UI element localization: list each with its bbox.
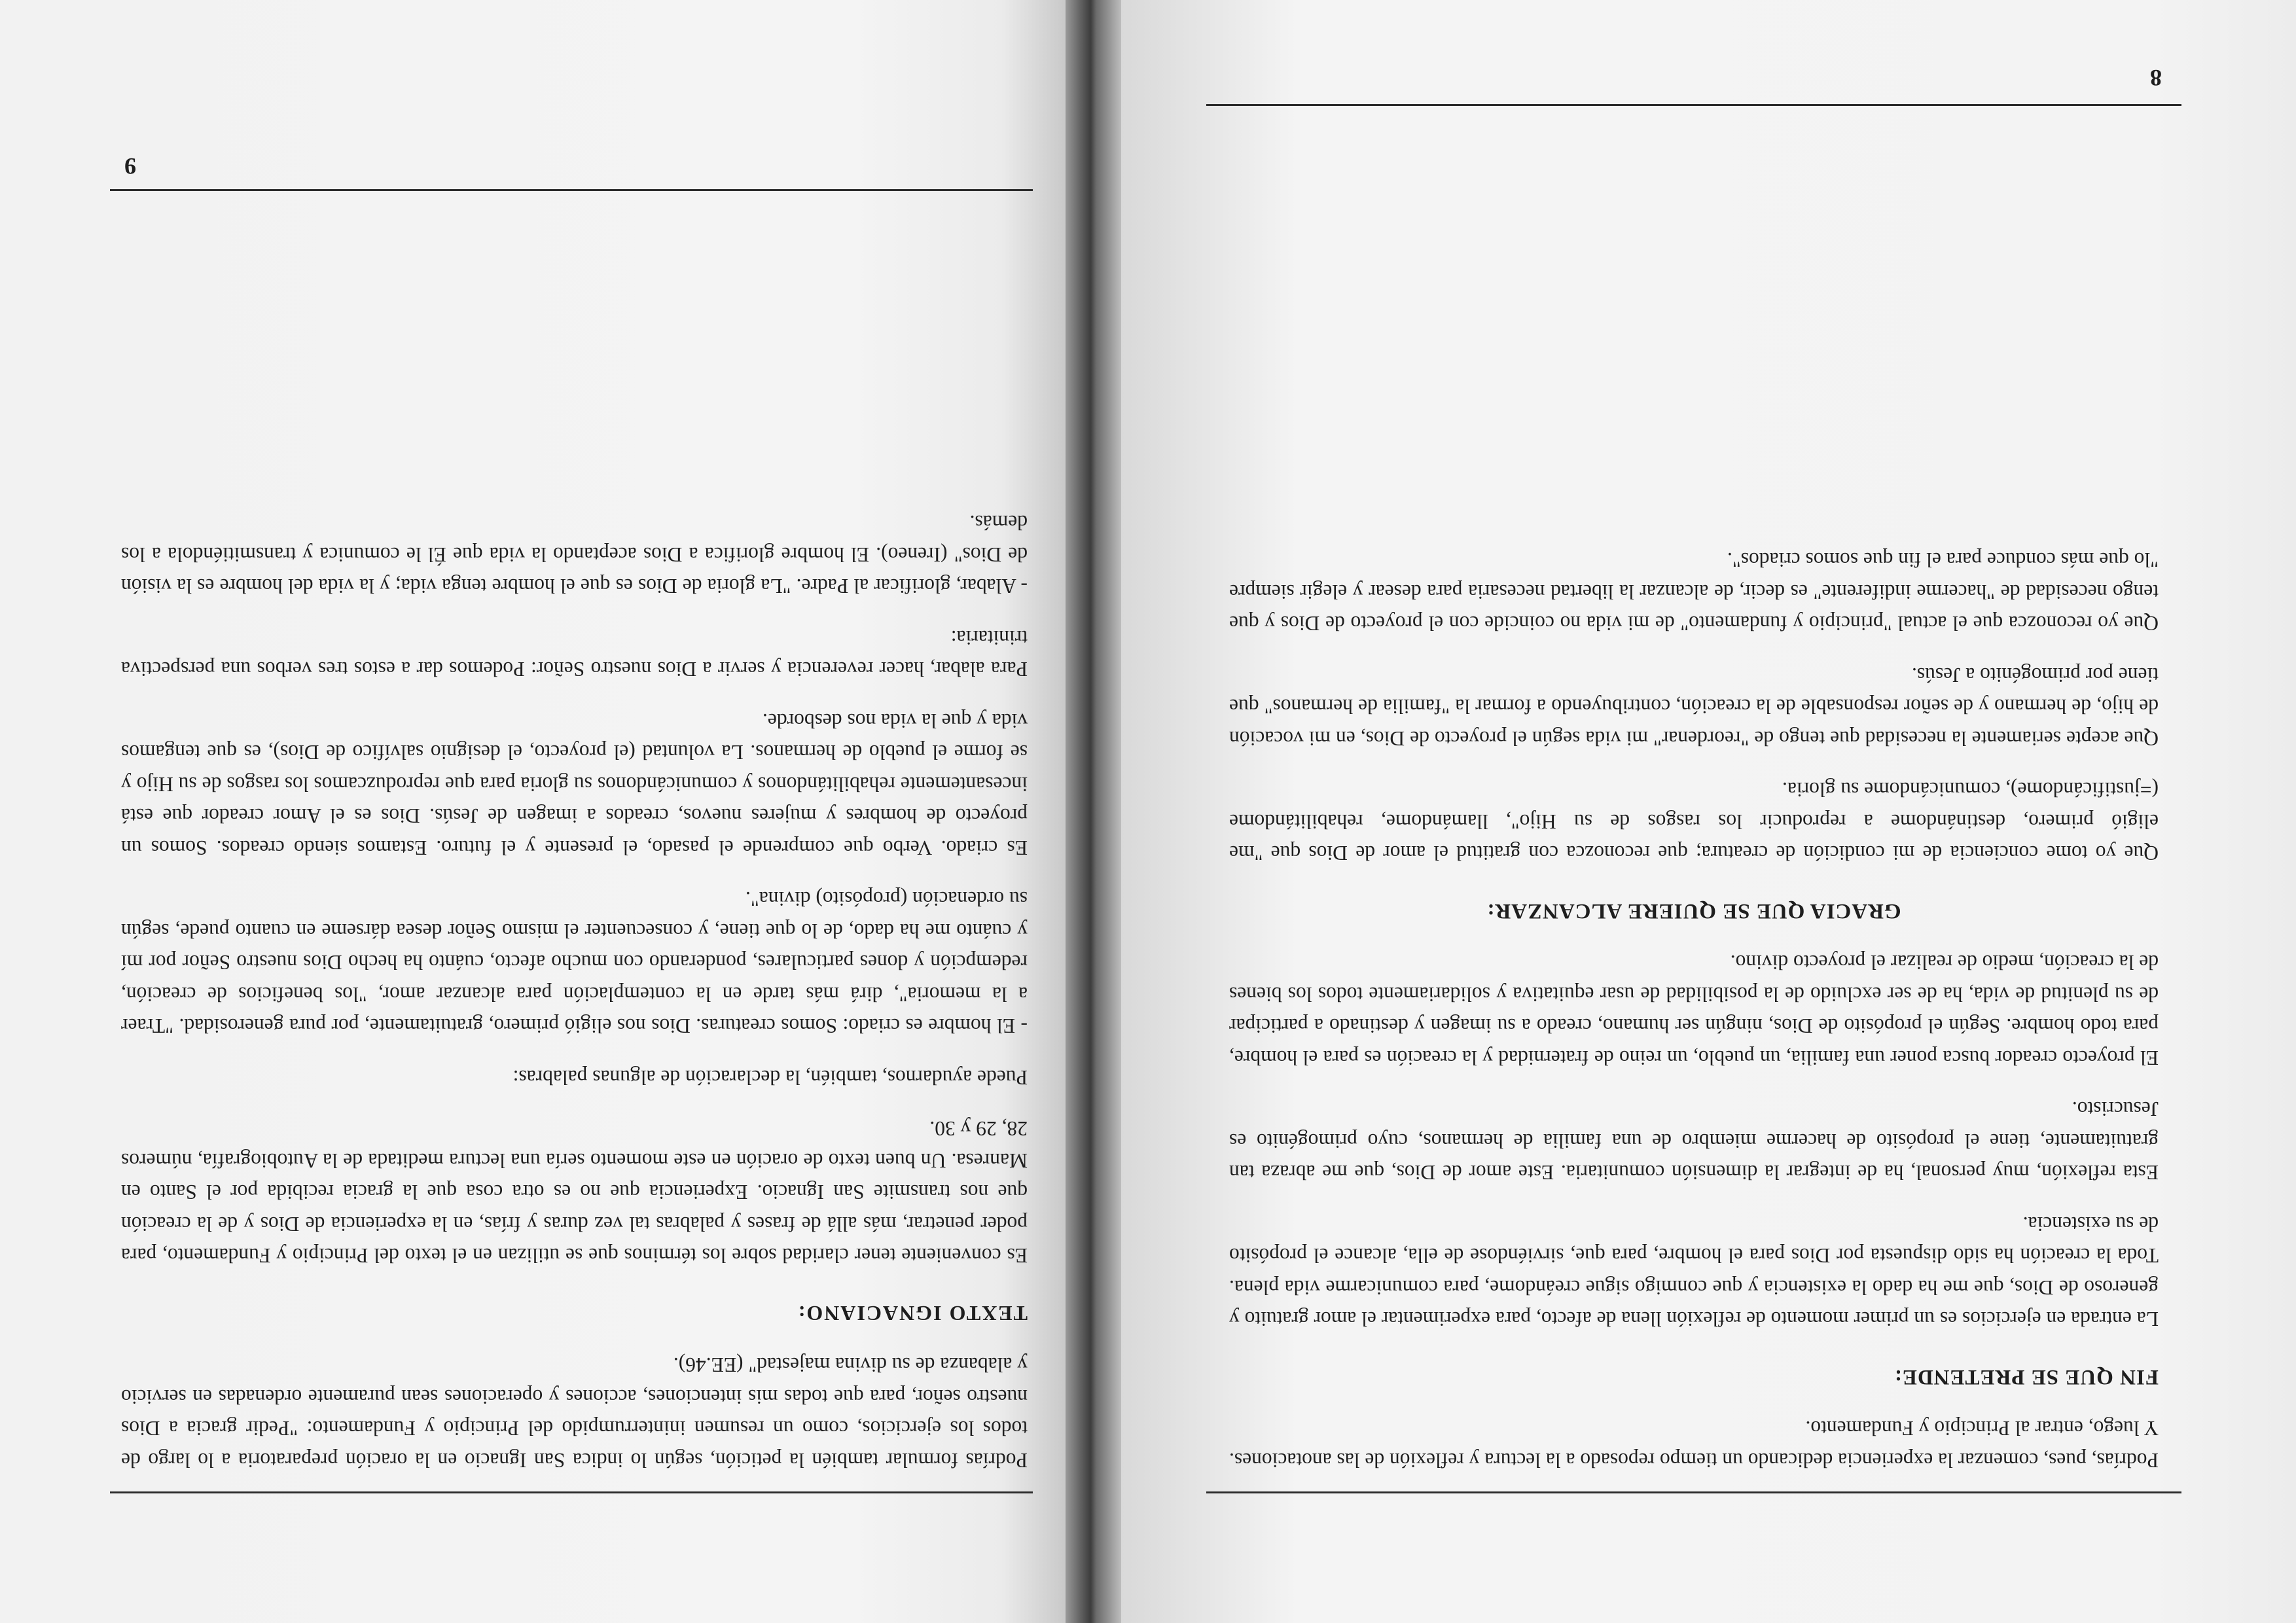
page-8 [1121, 0, 2296, 1623]
page-9 [0, 0, 1066, 1623]
texto-paragraph-4: Es criado. Verbo que comprende el pasado, el presente y el futuro. Estamos siendo creados. Somos un proyecto de hombres y mujeres nuevos, creados a imagen de Jesús. Dios es el Amor creador que está incesantemente rehabilitándonos y comunicándonos su gloria para que reproduzcamos los rasgos de su Hijo y se forme el pueblo de hermanos. La voluntad (el proyecto, el designio salvífico de Dios), es que tengamos vida y que la vida nos desborde. [121, 709, 1028, 859]
bottom-rule [110, 189, 1033, 191]
gracia-paragraph-3: Que yo reconozca que el actual "principio y fundamento" de mi vida no coincide con el proyecto de Dios y que tengo necesidad de "hacerme indiferente" es decir, de alcanzar la libertad necesaria para desear y elegir siempre "lo que más conduce para el fin que somos criados". [1229, 548, 2159, 635]
gracia-paragraph-2: Que acepte seriamente la necesidad que tengo de "reordenar" mi vida según el proyecto de Dios, en mi vocación de hijo, de hermano y de señor responsable de la creación, contribuyendo a formar la "familia de hermanos" que tiene por primogénito a Jesús. [1229, 664, 2159, 750]
heading-fin-que-se-pretende: FIN QUE SE PRETENDE: [1893, 1365, 2159, 1389]
fin-paragraph-1: La entrada en ejercicios es un primer momento de reflexión llena de afecto, para experimentar el amor gratuito y generoso de Dios, que me ha dado la existencia y que conmigo sigue creándome, para comunicarme vida plena. Toda la creación ha sido dispuesta por Dios para el hombre, para que, sirviéndose de ella, alcance el propósito de su existencia. [1229, 1213, 2159, 1331]
texto-paragraph-3: - El hombre es criado: Somos creaturas. Dios nos eligió primero, gratuitamente, por pura generosidad. "Traer a la memoria", dirá más tarde en la contemplación para alcanzar amor, "los beneficios de creación, redempción y dones particulares, ponderando con mucho afecto, cuánto ha hecho Dios nuestro Señor por mí y cuánto me ha dado, de lo que tiene, y consecuenter el mismo Señor desea dárseme en cuanto puede, según su ordenación (propósito) divina". [121, 887, 1028, 1038]
heading-gracia: GRACIA QUE SE QUIERE ALCANZAR: [1486, 899, 1901, 923]
page-9-body [121, 487, 1028, 1476]
fin-paragraph-2: Esta reflexión, muy personal, ha de integrar la dimensión comunitaria. Este amor de Dios, que me abraza tan gratuitamente, tiene el propósito de hacerme miembro de una familia de hermanos, cuyo primogénito es Jesucristo. [1229, 1097, 2159, 1185]
gracia-paragraph-1: Que yo tome conciencia de mi condición de creatura; que reconozca con gratitud el amor de Dios que "me eligió primero, destinándome a reproducir los rasgos de su Hijo", llamándome, rehabilitándome (=justificándome), comunicándome su gloria. [1229, 778, 2159, 865]
texto-paragraph-1: Es conveniente tener claridad sobre los términos que se utilizan en el texto del Principio y Fundamento, para poder penetrar, más allá de frases y palabras tal vez duras y frías, en la experiencia de Dios y de la creación que nos transmite San Ignacio. Experiencia que no es otra cosa que la gracia recibida por el Santo en Manresa. Un buen texto de oración en este momento sería una lectura meditada de la Autobiografía, números 28, 29 y 30. [121, 1117, 1028, 1268]
peticion-paragraph: Podrías formular también la petición, según lo indica San Ignacio en la oración preparatoria a lo largo de todos los ejercicios, como un resumen ininterrumpido del Principio y Fundamento: "Pedir gracia a Dios nuestro señor, para que todas mis intenciones, acciones y operaciones sean puramente ordenadas en servicio y alabanza de su divina majestad" (EE.46). [121, 1353, 1028, 1472]
top-rule [1206, 1491, 2181, 1493]
texto-paragraph-6: - Alabar, glorificar al Padre. "La gloria de Dios es que el hombre tenga vida; y la vida del hombre es la visión de Dios" (Ireneo). El hombre glorifica a Dios aceptando la vida que Él le comunica y transmitiéndola a los demás. [121, 511, 1028, 598]
texto-paragraph-2: Puede ayudarnos, también, la declaración de algunas palabras: [512, 1066, 1028, 1089]
heading-texto-ignaciano: TEXTO IGNACIANO: [797, 1302, 1028, 1325]
fin-paragraph-3: El proyecto creador busca poner una familia, un pueblo, un reino de fraternidad y la creación es para el hombre, para todo hombre. Según el propósito de Dios, ningún ser humano, creado a su imagen y destinado a participar de su plenitud de vida, ha de ser excluido de la posibilidad de usar equitativa y solidariamente todos los bienes de la creación, medio de realizar el proyecto divino. [1229, 951, 2159, 1069]
page-number-9: 9 [124, 153, 136, 179]
page-number-8: 8 [2150, 65, 2162, 91]
intro-paragraph: Podrías, pues, comenzar la experiencia dedicando un tiempo reposado a la lectura y reflexión de las anotaciones. Y luego, entrar al Principio y Fundamento. [1229, 1417, 2159, 1472]
page-8-body [1229, 524, 2159, 1476]
top-rule [110, 1491, 1033, 1493]
bottom-rule [1206, 104, 2181, 106]
book-gutter [1066, 0, 1121, 1623]
texto-paragraph-5: Para alabar, hacer reverencia y servir a Dios nuestro Señor: Podemos dar a estos tres verbos una perspectiva trinitaria: [121, 626, 1028, 681]
